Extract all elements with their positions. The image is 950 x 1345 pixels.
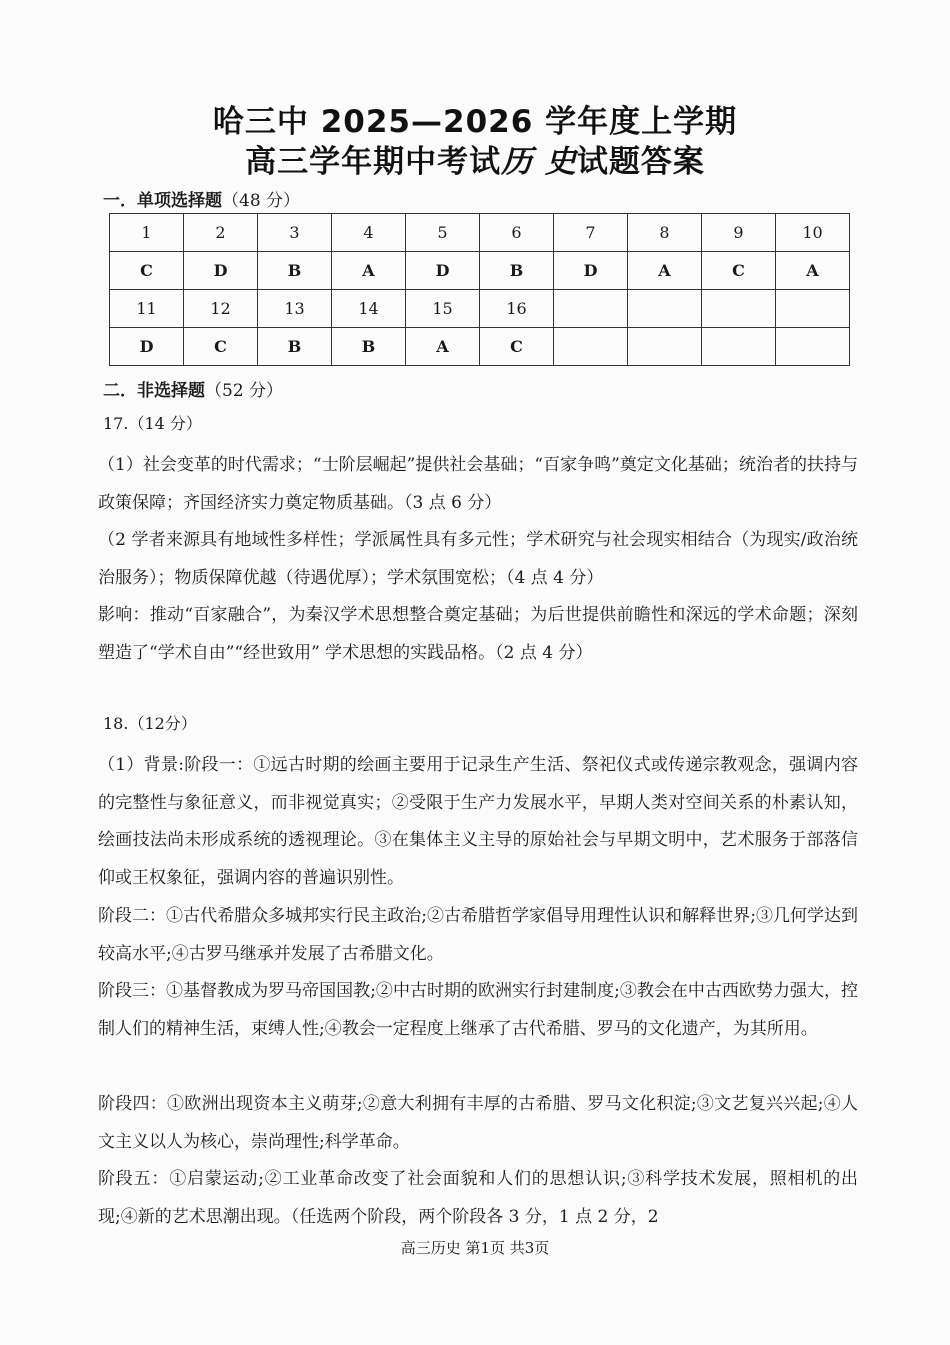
table-cell: D [110, 328, 184, 366]
table-cell: 3 [258, 214, 332, 252]
table-cell: 6 [480, 214, 554, 252]
table-cell: D [554, 252, 628, 290]
table-cell: 10 [776, 214, 850, 252]
table-cell [702, 328, 776, 366]
q18-stage1: （1）背景:阶段一：①远古时期的绘画主要用于记录生产生活、祭祀仪式或传递宗教观念，强调内容的完整性与象征意义，而非视觉真实；②受限于生产力发展水平，早期人类对空间关系的朴素认知，绘画技法尚未形成系统的透视理论。③在集体主义主导的原始社会与早期文明中，艺术服务于部落信仰或王权象征，强调内容的普遍识别性。 [98, 755, 858, 889]
q18-stage2: 阶段二：①古代希腊众多城邦实行民主政治;②古希腊哲学家倡导用理性认识和解释世界;③几何学达到较高水平;④古罗马继承并发展了古希腊文化。 [98, 906, 858, 964]
q18-stage5: 阶段五：①启蒙运动;②工业革命改变了社会面貌和人们的思想认识;③科学技术发展，照相机的出现;④新的艺术思潮出现。（任选两个阶段，两个阶段各 3 分，1 点 2 分，2 [98, 1169, 858, 1227]
table-cell: 14 [332, 290, 406, 328]
table-cell [628, 290, 702, 328]
table-cell: C [184, 328, 258, 366]
table-cell: 4 [332, 214, 406, 252]
section2-label: 二．非选择题 [103, 381, 205, 401]
table-cell: C [110, 252, 184, 290]
table-cell: 15 [406, 290, 480, 328]
section1-label: 一．单项选择题 [103, 191, 222, 211]
table-cell: 7 [554, 214, 628, 252]
title-subject: 历 史 [501, 144, 577, 180]
table-cell: 1 [110, 214, 184, 252]
table-row [110, 252, 850, 290]
table-cell: C [702, 252, 776, 290]
section1-heading [103, 186, 300, 211]
table-cell: A [332, 252, 406, 290]
table-cell: 9 [702, 214, 776, 252]
table-cell: A [628, 252, 702, 290]
table-cell: B [258, 328, 332, 366]
table-cell [702, 290, 776, 328]
table-cell: 5 [406, 214, 480, 252]
table-cell [628, 328, 702, 366]
section2-points: （52 分） [205, 381, 284, 401]
q18-stage4: 阶段四：①欧洲出现资本主义萌芽;②意大利拥有丰厚的古希腊、罗马文化积淀;③文艺复兴兴起;④人文主义以人为核心，崇尚理性;科学革命。 [98, 1094, 858, 1152]
table-cell: 11 [110, 290, 184, 328]
table-cell: 12 [184, 290, 258, 328]
table-cell: D [406, 252, 480, 290]
section1-points: （48 分） [222, 191, 301, 211]
section2-heading [103, 376, 283, 401]
table-cell: C [480, 328, 554, 366]
table-cell: 2 [184, 214, 258, 252]
table-cell: A [406, 328, 480, 366]
table-row [110, 328, 850, 366]
table-cell: A [776, 252, 850, 290]
page-footer: 高三历史 第1页 共3页 [400, 1239, 550, 1257]
question-17-number: 17.（14 分） [103, 414, 202, 433]
q18-stage3: 阶段三：①基督教成为罗马帝国国教;②中古时期的欧洲实行封建制度;③教会在中古西欧势力强大，控制人们的精神生活，束缚人性;④教会一定程度上继承了古代希腊、罗马的文化遗产，为其所用。 [98, 981, 858, 1039]
title-prefix: 高三学年期中考试 [245, 144, 502, 180]
table-cell [776, 290, 850, 328]
page-title-line2 [0, 136, 950, 181]
q17-answer-part2: （2 学者来源具有地域性多样性；学派属性具有多元性；学术研究与社会现实相结合（为现实/政治统治服务）；物质保障优越（待遇优厚）；学术氛围宽松；（4 点 4 分） [98, 530, 858, 588]
answer-table [109, 213, 850, 366]
q17-answer-impact: 影响：推动“百家融合”，为秦汉学术思想整合奠定基础；为后世提供前瞻性和深远的学术命题；深刻塑造了“学术自由”“经世致用” 学术思想的实践品格。（2 点 4 分） [98, 605, 858, 663]
q17-answer-part1: （1）社会变革的时代需求；“士阶层崛起”提供社会基础；“百家争鸣”奠定文化基础；统治者的扶持与政策保障；齐国经济实力奠定物质基础。（3 点 6 分） [98, 455, 858, 513]
table-cell: B [258, 252, 332, 290]
table-cell [554, 328, 628, 366]
table-cell: B [480, 252, 554, 290]
table-cell [554, 290, 628, 328]
question-18-number: 18.（12分） [103, 714, 197, 733]
table-row [110, 290, 850, 328]
title-suffix: 试题答案 [576, 144, 705, 180]
table-row [110, 214, 850, 252]
table-cell: 16 [480, 290, 554, 328]
table-cell: 13 [258, 290, 332, 328]
page-title-line1: 哈三中 2025—2026 学年度上学期 [212, 104, 738, 140]
table-cell: B [332, 328, 406, 366]
table-cell [776, 328, 850, 366]
table-cell: D [184, 252, 258, 290]
table-cell: 8 [628, 214, 702, 252]
